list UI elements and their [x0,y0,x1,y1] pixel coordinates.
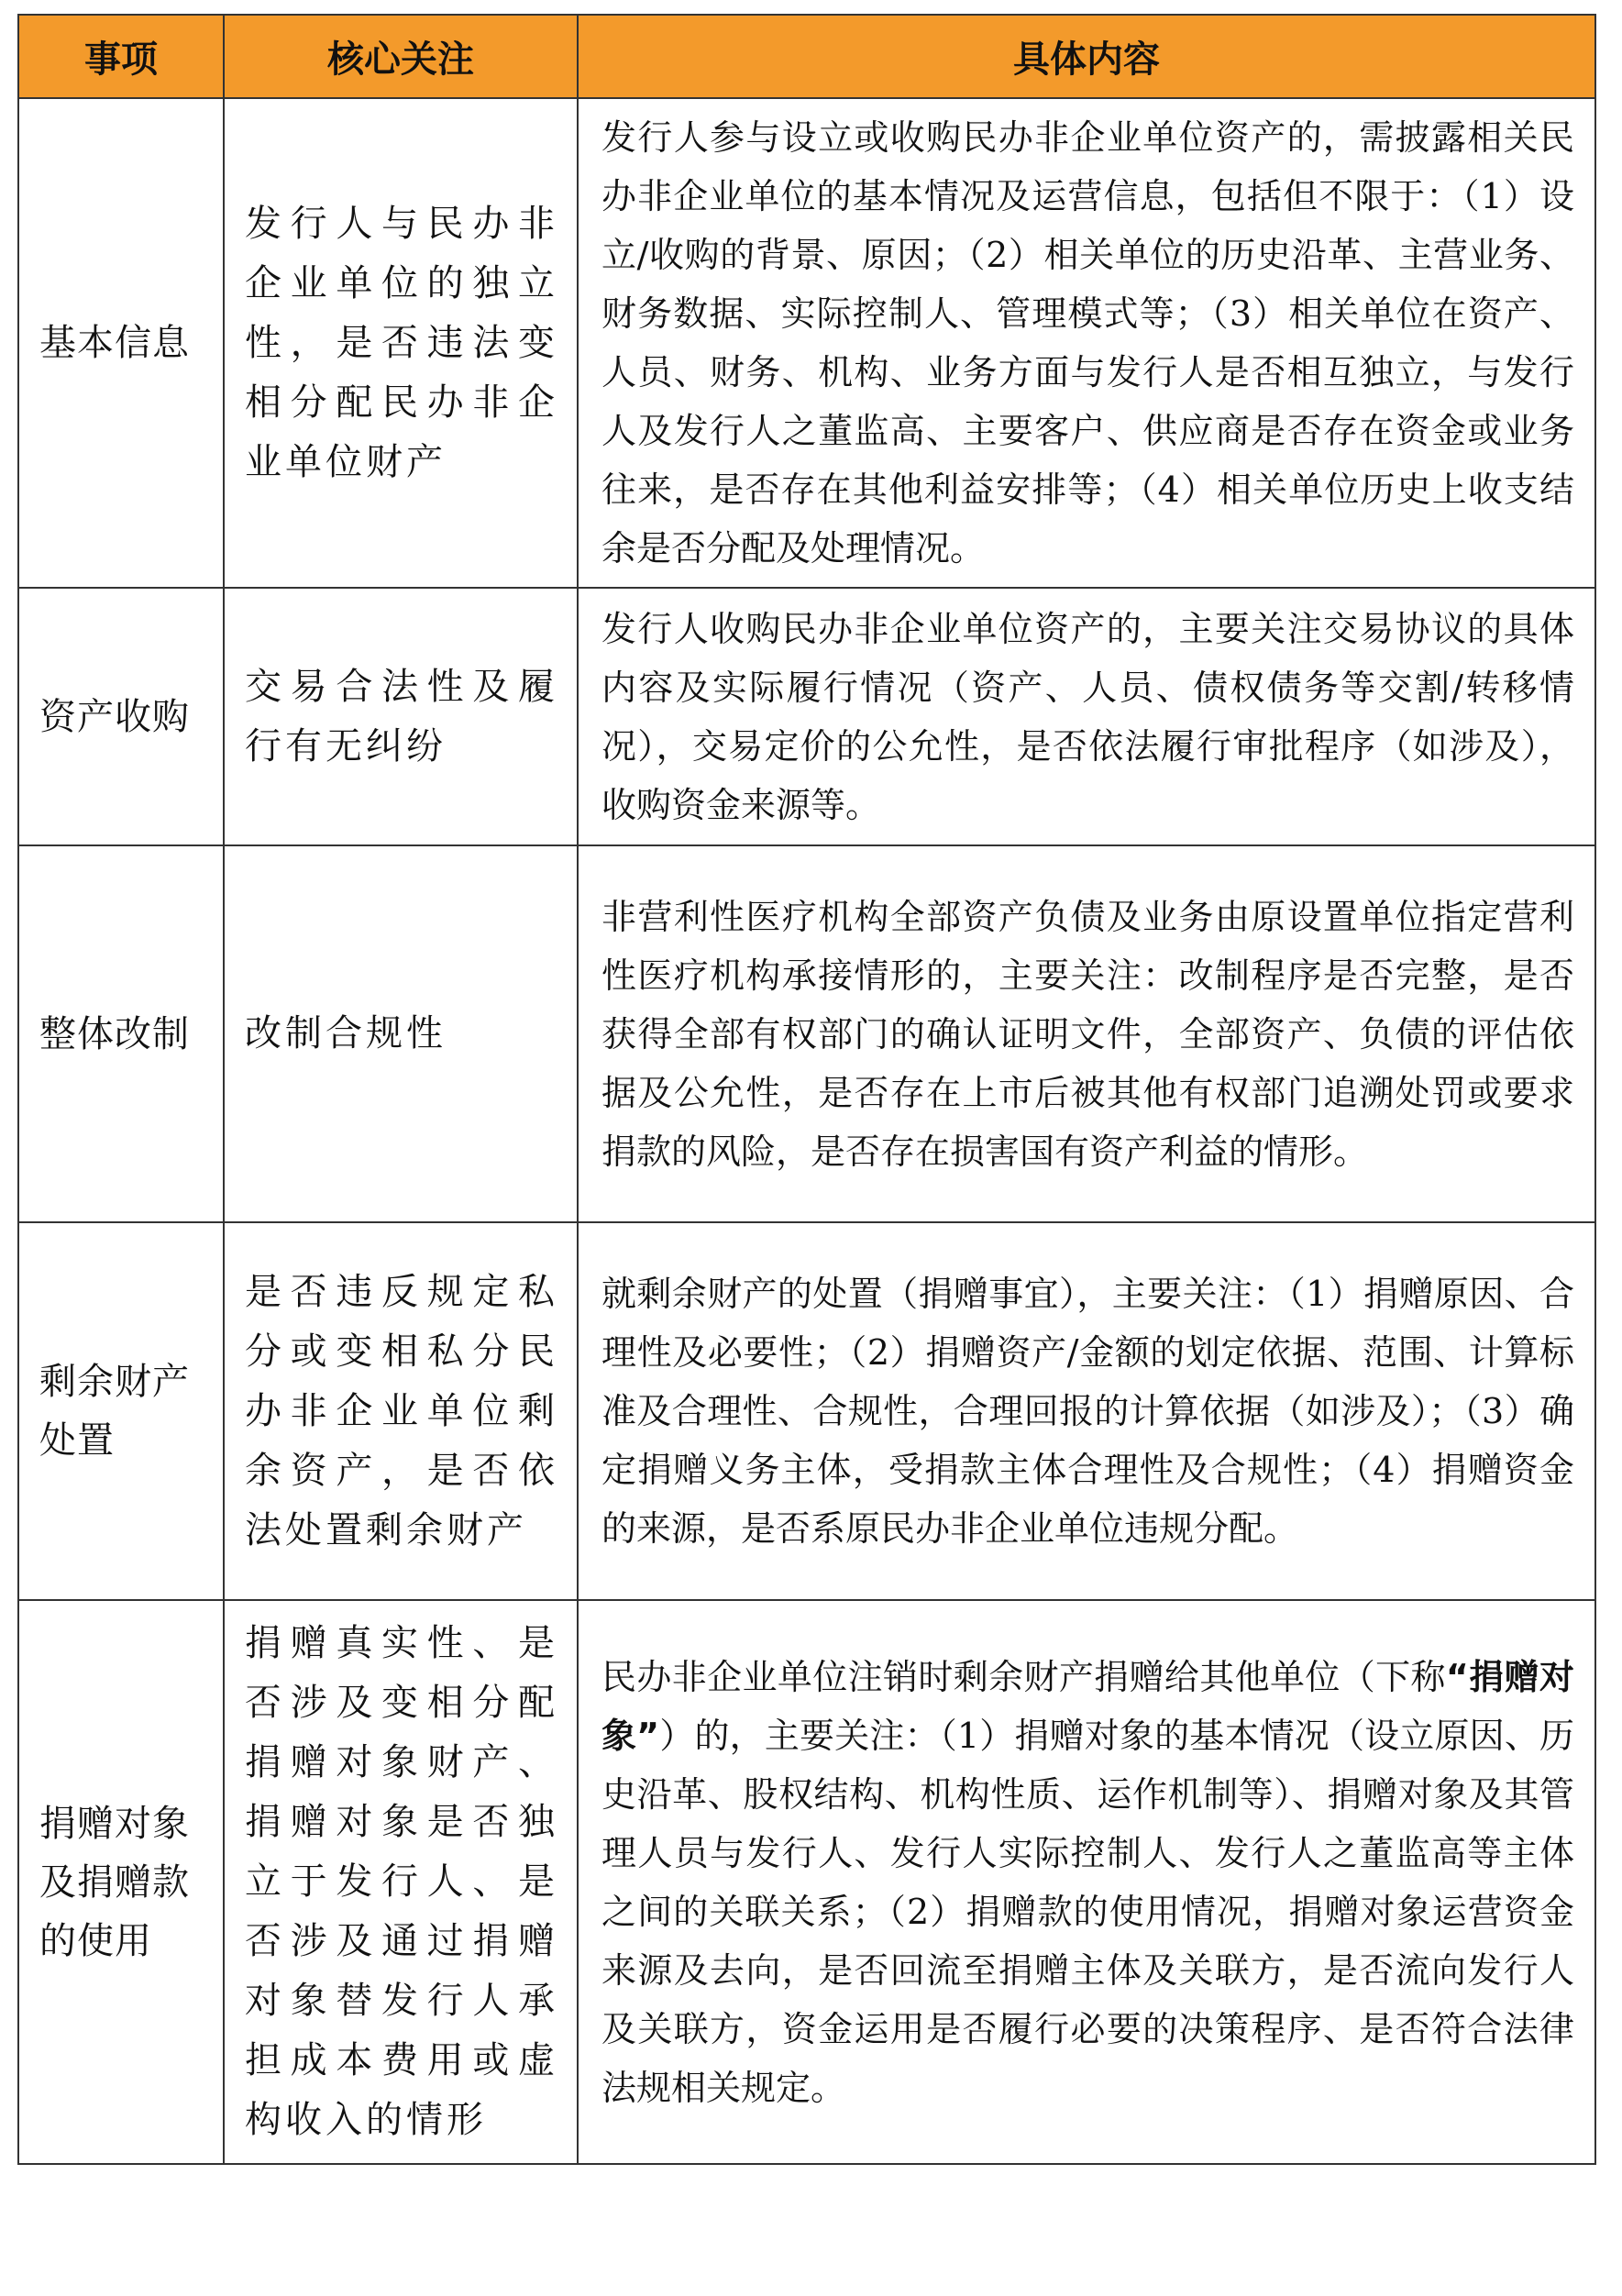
row-detail-text: 就剩余财产的处置（捐赠事宜），主要关注：（1）捐赠原因、合理性及必要性；（2）捐赠资产/金额的划定依据、范围、计算标准及合理性、合规性，合理回报的计算依据（如涉及）；（3）确定捐赠义务主体，受捐款主体合理性及合规性；（4）捐赠资金的来源，是否系原民办非企业单位违规分配。 [601,1274,1574,1549]
table-row [18,845,1595,1222]
row-item: 剩余财产处置 [18,1222,224,1600]
header-focus: 核心关注 [224,15,578,98]
row-detail-text: 非营利性医疗机构全部资产负债及业务由原设置单位指定营利性医疗机构承接情形的，主要关注：改制程序是否完整，是否获得全部有权部门的确认证明文件，全部资产、负债的评估依据及公允性，是否存在上市后被其他有权部门追溯处罚或要求捐款的风险，是否存在损害国有资产利益的情形。 [601,896,1574,1172]
regulation-table [17,14,1596,2165]
table-row [18,1600,1595,2164]
header-detail: 具体内容 [578,15,1595,98]
row-focus: 捐赠真实性、是否涉及变相分配捐赠对象财产、捐赠对象是否独立于发行人、是否涉及通过捐赠对象替发行人承担成本费用或虚构收入的情形 [224,1600,578,2164]
row-item: 资产收购 [18,588,224,845]
table-row [18,98,1595,588]
header-row [18,15,1595,98]
row-detail-text: 民办非企业单位注销时剩余财产捐赠给其他单位（下称 [601,1656,1446,1697]
row-focus: 交易合法性及履行有无纠纷 [224,588,578,845]
row-item: 捐赠对象及捐赠款的使用 [18,1600,224,2164]
row-focus: 是否违反规定私分或变相私分民办非企业单位剩余资产，是否依法处置剩余财产 [224,1222,578,1600]
row-detail [578,1600,1595,2164]
row-detail [578,98,1595,588]
row-detail-text: 发行人收购民办非企业单位资产的，主要关注交易协议的具体内容及实际履行情况（资产、人员、债权债务等交割/转移情况），交易定价的公允性，是否依法履行审批程序（如涉及），收购资金来源等。 [601,608,1574,825]
row-detail [578,588,1595,845]
header-item: 事项 [18,15,224,98]
table-row [18,588,1595,845]
row-detail [578,1222,1595,1600]
row-item: 基本信息 [18,98,224,588]
row-detail [578,845,1595,1222]
row-focus: 发行人与民办非企业单位的独立性，是否违法变相分配民办非企业单位财产 [224,98,578,588]
row-item: 整体改制 [18,845,224,1222]
table-row [18,1222,1595,1600]
row-detail-emphasis: “捐赠对象” [601,1656,1574,1756]
row-focus: 改制合规性 [224,845,578,1222]
row-detail-text: ）的，主要关注：（1）捐赠对象的基本情况（设立原因、历史沿革、股权结构、机构性质、运作机制等）、捐赠对象及其管理人员与发行人、发行人实际控制人、发行人之董监高等主体之间的关联关系；（2）捐赠款的使用情况，捐赠对象运营资金来源及去向，是否回流至捐赠主体及关联方，是否流向发行人及关联方，资金运用是否履行必要的决策程序、是否符合法律法规相关规定。 [601,1715,1574,2108]
row-detail-text: 发行人参与设立或收购民办非企业单位资产的，需披露相关民办非企业单位的基本情况及运营信息，包括但不限于：（1）设立/收购的背景、原因；（2）相关单位的历史沿革、主营业务、财务数据、实际控制人、管理模式等；（3）相关单位在资产、人员、财务、机构、业务方面与发行人是否相互独立，与发行人及发行人之董监高、主要客户、供应商是否存在资金或业务往来，是否存在其他利益安排等；（4）相关单位历史上收支结余是否分配及处理情况。 [601,117,1574,568]
